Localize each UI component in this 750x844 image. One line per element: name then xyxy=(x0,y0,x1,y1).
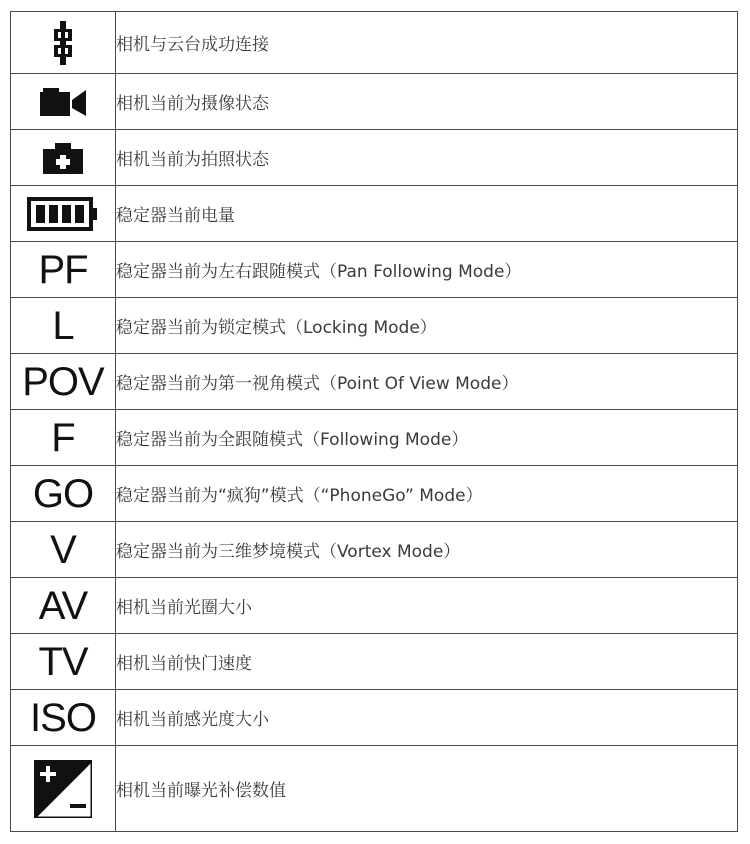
description-cell: 稳定器当前电量 xyxy=(116,186,738,242)
mode-symbol: POV xyxy=(22,359,104,404)
description-cell: 稳定器当前为三维梦境模式（Vortex Mode） xyxy=(116,522,738,578)
gimbal-connect-icon xyxy=(52,21,74,65)
description-cell: 相机当前为摄像状态 xyxy=(116,74,738,130)
camera-symbol: ISO xyxy=(30,695,96,740)
battery-icon xyxy=(27,197,99,231)
description-cell: 相机当前为拍照状态 xyxy=(116,130,738,186)
mode-symbol: F xyxy=(51,415,75,460)
table-row xyxy=(11,410,738,466)
description-cell: 相机当前快门速度 xyxy=(116,634,738,690)
table-row xyxy=(11,578,738,634)
symbol-cell xyxy=(11,130,116,186)
symbol-cell xyxy=(11,242,116,298)
photo-camera-icon xyxy=(43,142,83,174)
mode-symbol: GO xyxy=(32,471,94,516)
table-row xyxy=(11,186,738,242)
video-camera-icon xyxy=(40,86,86,118)
camera-symbol: TV xyxy=(38,639,88,684)
description-cell: 稳定器当前为锁定模式（Locking Mode） xyxy=(116,298,738,354)
symbol-cell xyxy=(11,12,116,74)
description-cell: 稳定器当前为左右跟随模式（Pan Following Mode） xyxy=(116,242,738,298)
symbol-cell xyxy=(11,634,116,690)
symbol-cell xyxy=(11,746,116,832)
camera-symbol: AV xyxy=(38,583,88,628)
table-row xyxy=(11,74,738,130)
mode-symbol: PF xyxy=(38,247,88,292)
description-cell: 相机当前光圈大小 xyxy=(116,578,738,634)
table-row xyxy=(11,690,738,746)
table-row xyxy=(11,298,738,354)
description-cell: 稳定器当前为第一视角模式（Point Of View Mode） xyxy=(116,354,738,410)
symbol-cell xyxy=(11,74,116,130)
table-row xyxy=(11,130,738,186)
table-row xyxy=(11,746,738,832)
mode-symbol: L xyxy=(52,303,74,348)
exposure-compensation-icon xyxy=(34,760,92,818)
symbol-cell xyxy=(11,298,116,354)
symbol-cell xyxy=(11,578,116,634)
table-row xyxy=(11,354,738,410)
symbol-cell xyxy=(11,690,116,746)
description-cell: 稳定器当前为“疯狗”模式（“PhoneGo” Mode） xyxy=(116,466,738,522)
table-row xyxy=(11,466,738,522)
symbol-cell xyxy=(11,522,116,578)
table-row xyxy=(11,242,738,298)
table-row xyxy=(11,634,738,690)
symbol-cell xyxy=(11,186,116,242)
description-cell: 相机当前感光度大小 xyxy=(116,690,738,746)
description-cell: 相机当前曝光补偿数值 xyxy=(116,746,738,832)
description-cell: 相机与云台成功连接 xyxy=(116,12,738,74)
table-row xyxy=(11,12,738,74)
mode-symbol: V xyxy=(50,527,76,572)
description-cell: 稳定器当前为全跟随模式（Following Mode） xyxy=(116,410,738,466)
table-row xyxy=(11,522,738,578)
symbol-cell xyxy=(11,354,116,410)
symbol-cell xyxy=(11,410,116,466)
symbol-cell xyxy=(11,466,116,522)
icon-legend-table xyxy=(10,11,738,832)
